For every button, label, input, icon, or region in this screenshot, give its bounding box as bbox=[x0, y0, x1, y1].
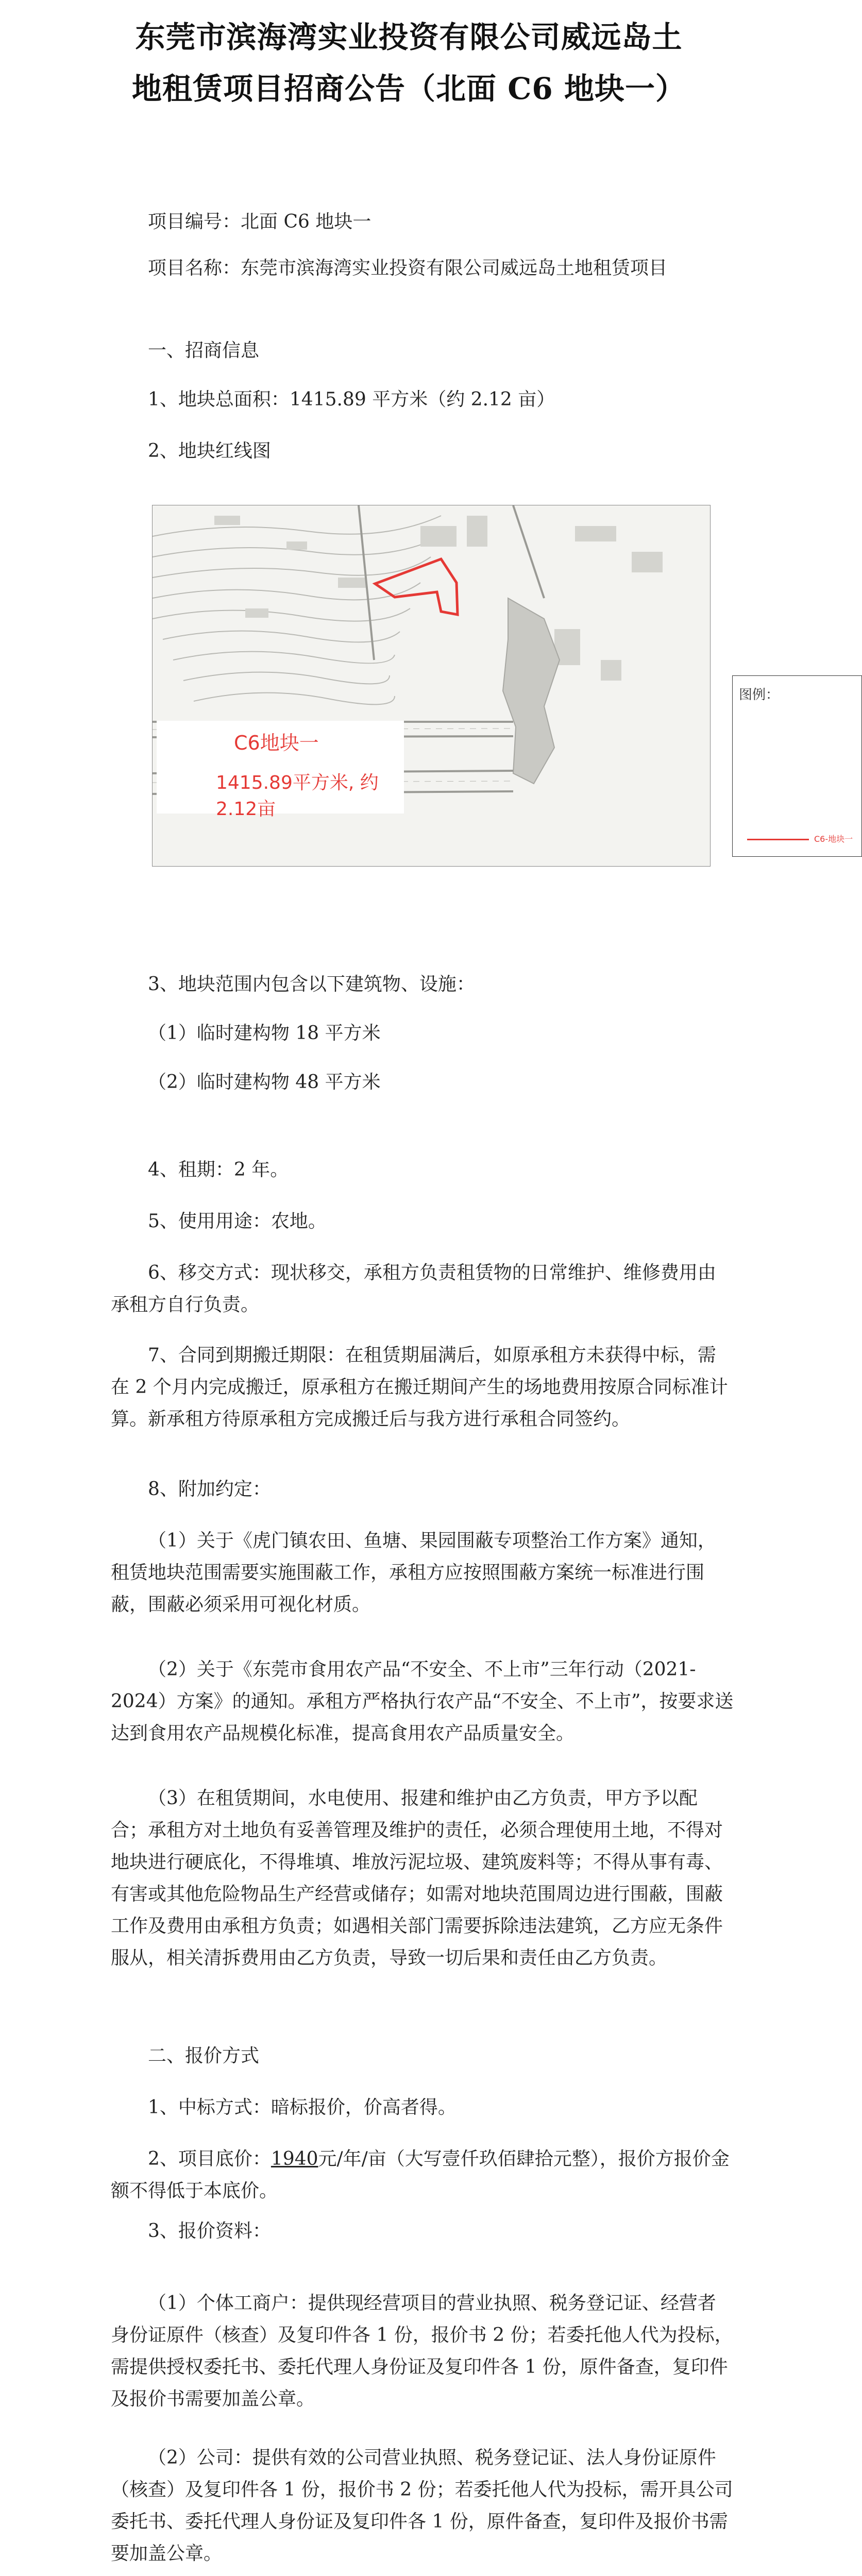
additional-term-2: （2）关于《东莞市食用农产品“不安全、不上市”三年行动（2021-2024）方案》的通知。承租方严格执行农产品“不安全、不上市”，按要求送达到食用农产品规模化标准，提高食用农产品质量安全。 bbox=[111, 1659, 734, 1744]
lease-term: 4、租期：2 年。 bbox=[148, 1159, 289, 1180]
page-title bbox=[88, 11, 730, 114]
bid-docs-individual-business: （1）个体工商户：提供现经营项目的营业执照、税务登记证、经营者身份证原件（核查）及复印件各 1 份，报价书 2 份；若委托他人代为投标，需提供授权委托书、委托代理人身份证及复印件各 1 份，原件备查，复印件及报价书需要加盖公章。 bbox=[111, 2293, 733, 2410]
project-number: 项目编号：北面 C6 地块一 bbox=[148, 211, 371, 232]
map-label-plot: C6地块一 bbox=[234, 732, 319, 754]
base-price bbox=[111, 2143, 734, 2207]
additional-terms-heading: 8、附加约定： bbox=[148, 1479, 271, 1500]
base-price-suffix: 元/年/亩（大写壹仟玖佰肆拾元整），报价方报价金额不得低于本底价。 bbox=[111, 2148, 730, 2201]
map-label-box bbox=[157, 721, 404, 820]
section-heading-1: 一、招商信息 bbox=[148, 340, 260, 361]
additional-term-3: （3）在租赁期间，水电使用、报建和维护由乙方负责，甲方予以配合；承租方对土地负有妥善管理及维护的责任，必须合理使用土地，不得对地块进行硬底化，不得堆填、堆放污泥垃圾、建筑废料等；不得从事有毒、有害或其他危险物品生产经营或储存；如需对地块范围周边进行围蔽，围蔽工作及费用由承租方负责；如遇相关部门需要拆除违法建筑，乙方应无条件服从，相关清拆费用由乙方负责，导致一切后果和责任由乙方负责。 bbox=[111, 1788, 723, 1969]
plot-area: 1、地块总面积：1415.89 平方米（约 2.12 亩） bbox=[148, 389, 555, 410]
map-label-area: 1415.89平方米, 约2.12亩 bbox=[216, 772, 379, 820]
map-legend bbox=[732, 675, 862, 857]
legend-title: 图例： bbox=[739, 687, 780, 703]
building-item-1: （1）临时建构物 18 平方米 bbox=[148, 1023, 381, 1044]
land-use: 5、使用用途：农地。 bbox=[148, 1211, 327, 1232]
relocation-deadline: 7、合同到期搬迁期限：在租赁期届满后，如原承租方未获得中标，需在 2 个月内完成搬迁，原承租方在搬迁期间产生的场地费用按原合同标准计算。新承租方待原承租方完成搬迁后与我方进行承租合同签约。 bbox=[111, 1345, 728, 1430]
buildings-heading: 3、地块范围内包含以下建筑物、设施： bbox=[148, 974, 475, 995]
bid-docs-company: （2）公司：提供有效的公司营业执照、税务登记证、法人身份证原件（核查）及复印件各 1 份，报价书 2 份；若委托他人代为投标，需开具公司委托书、委托代理人身份证及复印件各 1 份，原件备查，复印件及报价书需要加盖公章。 bbox=[111, 2447, 733, 2564]
handover-method: 6、移交方式：现状移交，承租方负责租赁物的日常维护、维修费用由承租方自行负责。 bbox=[111, 1262, 716, 1315]
project-name: 项目名称：东莞市滨海湾实业投资有限公司威远岛土地租赁项目 bbox=[148, 258, 668, 279]
title-line-1: 东莞市滨海湾实业投资有限公司威远岛土 bbox=[135, 20, 683, 55]
section-heading-2: 二、报价方式 bbox=[148, 2045, 260, 2066]
bid-method: 1、中标方式：暗标报价，价高者得。 bbox=[148, 2097, 457, 2118]
additional-term-1: （1）关于《虎门镇农田、鱼塘、果园围蔽专项整治工作方案》通知，租赁地块范围需要实施围蔽工作，承租方应按照围蔽方案统一标准进行围蔽，围蔽必须采用可视化材质。 bbox=[111, 1530, 716, 1615]
building-item-2: （2）临时建构物 48 平方米 bbox=[148, 1072, 381, 1093]
legend-boundary-line bbox=[747, 839, 809, 840]
base-price-prefix: 2、项目底价： bbox=[148, 2148, 271, 2170]
legend-label: C6-地块一 bbox=[814, 834, 853, 844]
plot-boundary-map bbox=[152, 505, 853, 867]
title-line-2: 地租赁项目招商公告（北面 C6 地块一） bbox=[132, 71, 686, 106]
bid-documents-heading: 3、报价资料： bbox=[148, 2221, 271, 2242]
plot-map-heading: 2、地块红线图 bbox=[148, 440, 271, 462]
base-price-value: 1940 bbox=[271, 2148, 318, 2170]
